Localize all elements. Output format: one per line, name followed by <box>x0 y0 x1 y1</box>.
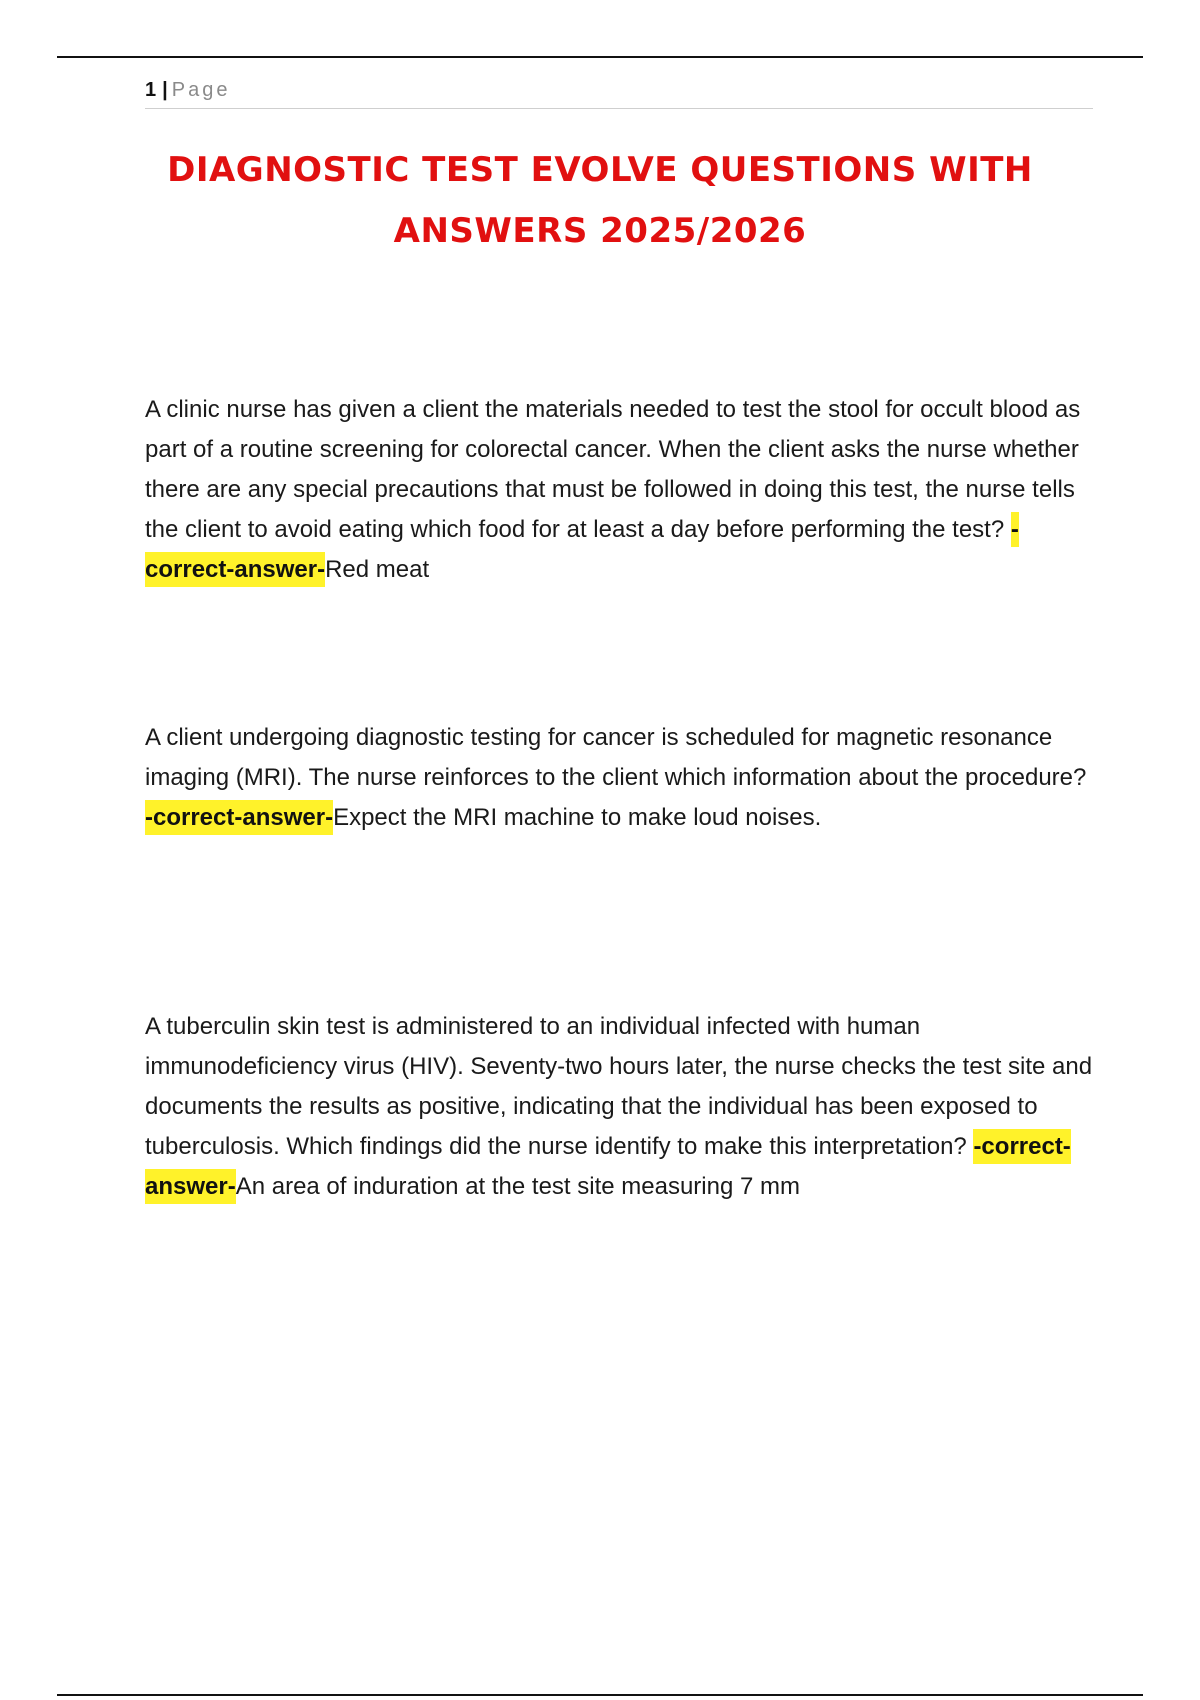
correct-answer-marker: -correct-answer- <box>145 800 333 835</box>
page-header <box>145 76 1093 109</box>
page-label: Page <box>171 79 231 101</box>
page-separator: | <box>162 79 168 101</box>
question-answer-item <box>145 1007 1095 1207</box>
question-answer-item <box>145 390 1095 590</box>
page-number: 1 <box>145 79 157 101</box>
document-title <box>60 140 1140 262</box>
correct-answer-marker: -correct-answer- <box>145 512 1019 587</box>
correct-answer-marker: -correct-answer- <box>145 1129 1071 1204</box>
answer-text: An area of induration at the test site measuring 7 mm <box>235 1173 800 1200</box>
bottom-rule <box>57 1694 1143 1696</box>
question-text: A clinic nurse has given a client the materials needed to test the stool for occult blood as part of a routine screening for colorectal cancer. When the client asks the nurse whether there are any special precautions that must be followed in doing this test, the nurse tells the client to avoid eating which food for at least a day before performing the test? <box>145 396 1081 543</box>
answer-text: Expect the MRI machine to make loud noises. <box>333 804 822 831</box>
question-answer-item <box>145 718 1095 838</box>
question-text: A client undergoing diagnostic testing for cancer is scheduled for magnetic resonance imaging (MRI). The nurse reinforces to the client which information about the procedure? <box>145 724 1087 791</box>
title-line-1: DIAGNOSTIC TEST EVOLVE QUESTIONS WITH <box>167 150 1033 190</box>
top-rule <box>57 56 1143 58</box>
answer-text: Red meat <box>325 556 430 583</box>
title-line-2: ANSWERS 2025/2026 <box>393 211 807 251</box>
question-text: A tuberculin skin test is administered to an individual infected with human immunodeficiency virus (HIV). Seventy-two hours later, the nurse checks the test site and documents the results as positive, indicating that the individual has been exposed to tuberculosis. Which findings did the nurse identify to make this interpretation? <box>145 1013 1093 1160</box>
